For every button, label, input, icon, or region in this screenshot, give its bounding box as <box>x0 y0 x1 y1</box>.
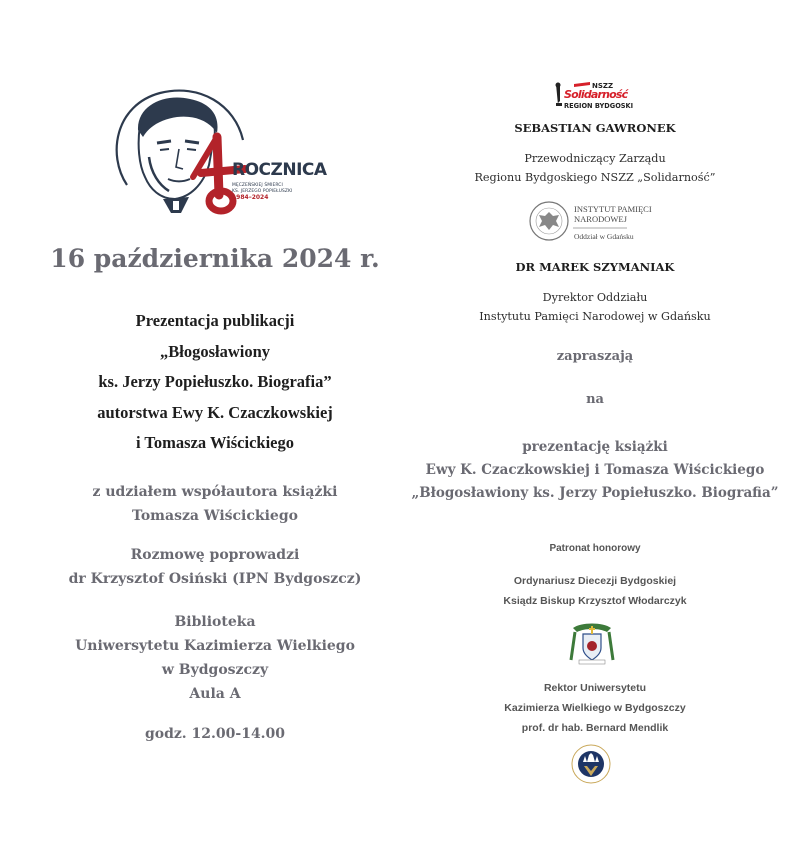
presentation-line: ks. Jerzy Popiełuszko. Biografia” <box>98 372 332 391</box>
coauthor-line: Tomasza Wiścickiego <box>132 508 298 524</box>
venue-block <box>20 610 410 706</box>
moderator-line: dr Krzysztof Osiński (IPN Bydgoszcz) <box>68 571 362 587</box>
presentation-line: Prezentacja publikacji <box>135 311 295 330</box>
event-time: godz. 12.00-14.00 <box>144 726 286 742</box>
event-line: prezentację książki <box>522 439 668 455</box>
anniversary-subtitle-1: MĘCZEŃSKIEJ ŚMIERCI <box>232 183 283 188</box>
ukw-university-logo-icon <box>571 744 611 784</box>
svg-text:Solidarność: Solidarność <box>564 88 628 101</box>
venue-line: Biblioteka <box>174 614 256 630</box>
left-column <box>20 0 410 846</box>
svg-text:REGION BYDGOSKI: REGION BYDGOSKI <box>564 102 634 110</box>
invite-text: zapraszają <box>556 349 634 364</box>
anniversary-subtitle-2: KS. JERZEGO POPIEŁUSZKI <box>232 189 293 194</box>
presentation-line: „Błogosławiony <box>159 341 271 361</box>
patron1-line: Ordynariusz Diecezji Bydgoskiej <box>513 575 677 587</box>
presentation-line: i Tomasza Wiścickiego <box>136 433 294 452</box>
ipn-name-line: NARODOWEJ <box>574 214 627 224</box>
svg-text:NSZZ: NSZZ <box>592 82 614 90</box>
host1-role <box>400 149 790 187</box>
patron2-line: Kazimierza Wielkiego w Bydgoszczy <box>504 702 686 714</box>
host1-role-line: Przewodniczący Zarządu <box>524 152 666 165</box>
moderator-block <box>20 543 410 591</box>
patron2-line: prof. dr hab. Bernard Mendlik <box>521 722 669 734</box>
presentation-block <box>20 306 410 459</box>
coauthor-line: z udziałem współautora książki <box>92 484 338 500</box>
host2-role-line: Instytutu Pamięci Narodowej w Gdańsku <box>479 310 711 323</box>
venue-line: Aula A <box>189 686 241 702</box>
ipn-name-line: INSTYTUT PAMIĘCI <box>574 204 652 214</box>
coauthor-block <box>20 480 410 528</box>
patron1-line: Ksiądz Biskup Krzysztof Włodarczyk <box>503 595 687 607</box>
event-line: „Błogosławiony ks. Jerzy Popiełuszko. Biografia” <box>411 485 779 501</box>
na-text: na <box>586 392 604 407</box>
anniversary-years: 1984–2024 <box>232 194 269 201</box>
bishop-coat-of-arms-icon <box>569 620 615 666</box>
ipn-name <box>574 204 652 224</box>
ipn-branch: Oddział w Gdańsku <box>574 232 634 241</box>
host2-name: DR MAREK SZYMANIAK <box>515 260 675 274</box>
right-column <box>400 0 790 846</box>
host1-role-line: Regionu Bydgoskiego NSZZ „Solidarność” <box>474 171 716 184</box>
moderator-line: Rozmowę poprowadzi <box>130 547 300 563</box>
presentation-line: autorstwa Ewy K. Czaczkowskiej <box>97 402 333 422</box>
venue-line: w Bydgoszczy <box>161 662 269 678</box>
anniversary-title: ROCZNICA <box>232 160 327 180</box>
event-line: Ewy K. Czaczkowskiej i Tomasza Wiścickiego <box>425 462 765 478</box>
host2-role-line: Dyrektor Oddziału <box>542 291 648 304</box>
venue-line: Uniwersytetu Kazimierza Wielkiego <box>75 638 355 654</box>
event-date: 16 października 2024 r. <box>50 244 380 273</box>
patron2-line: Rektor Uniwersytetu <box>543 682 647 694</box>
patronage-label: Patronat honorowy <box>549 543 641 554</box>
host1-name: SEBASTIAN GAWRONEK <box>514 121 676 135</box>
